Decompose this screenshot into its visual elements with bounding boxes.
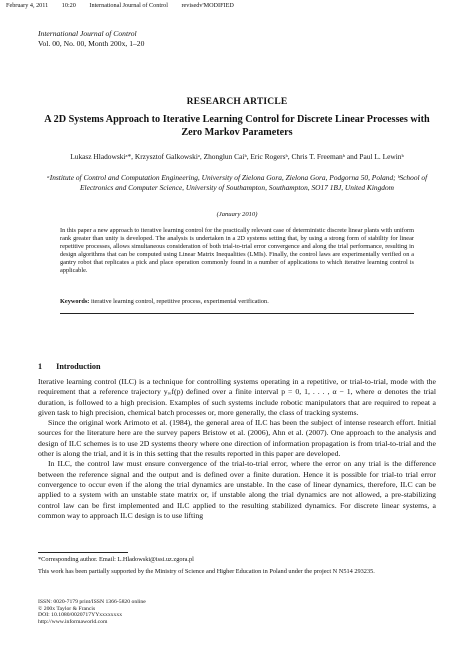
journal-name: International Journal of Control — [38, 29, 137, 38]
header-status: revisedv'MODIFIED — [181, 2, 234, 9]
footnotes — [38, 556, 436, 580]
footnote-rule — [38, 552, 128, 553]
publisher-url: http://www.informaworld.com — [38, 618, 108, 625]
author-list: Lukasz Hladowskiᵃ*, Krzysztof Galkowskiᵃ, Zhonglun Caiᵇ, Eric Rogersᵇ, Chris T. Freemanᵇ and Paul L. Lewinᵇ — [70, 152, 404, 161]
running-header — [6, 2, 468, 9]
header-date: February 4, 2011 — [6, 2, 49, 9]
keywords — [60, 298, 414, 305]
paragraph: Iterative learning control (ILC) is a technique for controlling systems operating in a repetitive, or trial-to-trial, mode with the requirement that a reference trajectory yᵣₑf(p) defined over a finite interval p = 0, 1, . . . , α − 1, where α denotes the trial duration, is followed to a high precision. Examples of such systems include robotic manipulators that are required to repeat a given task to high precision, chemical batch processes or, more generally, the class of tracking systems. — [38, 377, 436, 417]
header-time: 10:20 — [61, 2, 76, 9]
keywords-label: Keywords: — [60, 298, 90, 305]
footnote-corresponding: *Corresponding author. Email: L.Hladowski@issi.uz.zgora.pl — [38, 556, 194, 563]
abstract-divider — [60, 313, 414, 314]
paper-title: A 2D Systems Approach to Iterative Learning Control for Discrete Linear Processes with Zero Markov Parameters — [44, 114, 430, 138]
header-journal: International Journal of Control — [89, 2, 168, 9]
section-number: 1 — [38, 362, 43, 371]
footnote-funding: This work has been partially supported by the Ministry of Science and Higher Education in Poland under the project N N514 293235. — [38, 568, 375, 575]
paragraph: In ILC, the control law must ensure convergence of the trial-to-trial error, where the error on any trial is the difference between the reference signal and the output and is defined over a finite duration. Hence it is possible for trial-to trial error convergence to occur even if the along the trial dynamics are unstable. In the case of linear dynamics, therefore, ILC can be applied to a system with an unstable state matrix or, if unstable along the trial dynamics are not allowed, a pre-stabilizing control law can be first implemented and ILC applied to the resulting stabilized dynamics. For discrete linear systems, a common way to approach ILC design is to use lifting — [38, 459, 436, 520]
article-type: RESEARCH ARTICLE — [186, 97, 288, 107]
section-title: Introduction — [56, 362, 101, 371]
abstract: In this paper a new approach to iterative learning control for the practically relevant case of deterministic discrete linear plants with uniform rank greater than unity is developed. The analysis is undertaken in a 2D systems setting that, by using a strong form of stability for linear repetitive processes, allows simultaneous consideration of both trial-to-trial error convergence and along the trial performance, resulting in design algorithms that can be computed using Linear Matrix Inequalities (LMIs). Finally, the control laws are experimentally verified on a gantry robot that replicates a pick and place operation commonly found in a number of applications to which iterative learning control is applicable. — [60, 227, 414, 275]
journal-volume: Vol. 00, No. 00, Month 200x, 1–20 — [38, 39, 145, 48]
keywords-text: iterative learning control, repetitive process, experimental verification. — [90, 298, 269, 305]
paragraph: Since the original work Arimoto et al. (1984), the general area of ILC has been the subject of intense research effort. Initial sources for the literature here are the survey papers Bristow et al. (2006), Ahn et al. (2007). One approach to the analysis and design of ILC schemes is to use 2D systems theory where one direction of information propagation is from trial-to-trial and the other is along the trial, and it is in this setting that the results reported in this paper are developed. — [38, 418, 436, 459]
affiliations: ᵃInstitute of Control and Computation Engineering, University of Zielona Gora, Zielona Gora, Podgorna 50, Poland; ᵇSchool of Electronics and Computer Science, University of Southampton, Southampton, SO17 1BJ, United Kingdom — [46, 173, 428, 192]
body-text — [38, 377, 436, 521]
section-heading — [38, 362, 101, 371]
issn: ISSN: 0020-7179 print/ISSN 1366-5820 online — [38, 599, 146, 605]
received-date: (January 2010) — [216, 211, 258, 218]
doi: DOI: 10.1080/0020717YYxxxxxxxx — [38, 612, 123, 619]
copyright: © 200x Taylor & Francis — [38, 605, 96, 612]
publisher-info — [38, 599, 146, 625]
